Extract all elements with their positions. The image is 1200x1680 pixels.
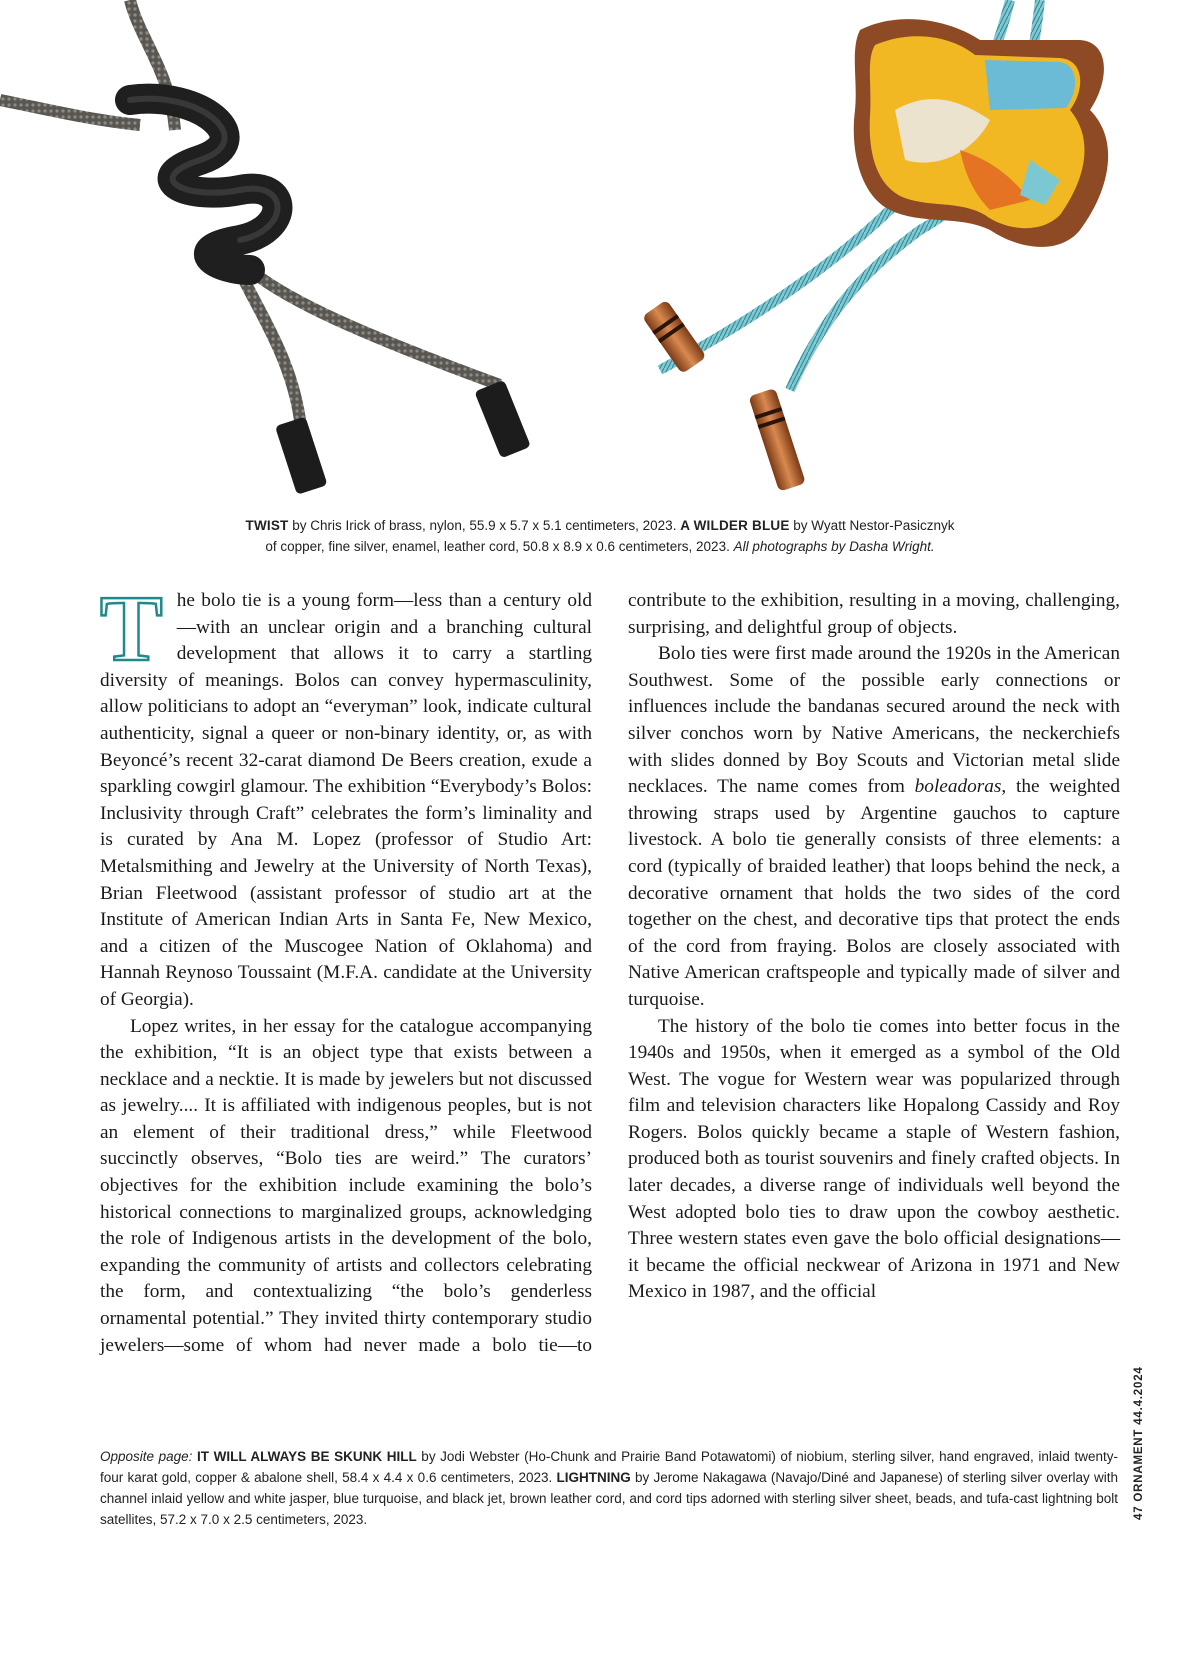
product-photograph: [0, 0, 1200, 510]
caption-text-skunk-hill: by Jodi Webster (Ho-Chunk and Prairie Band Potawatomi) of niobium, sterling silver, hand engraved, inlaid twenty-four karat gold, copper & abalone shell, 58.4 x 4.4 x 0.6 centimeters, 2023.: [100, 1449, 1118, 1485]
caption-title-lightning: LIGHTNING: [556, 1470, 631, 1485]
paragraph-3-text-a: Bolo ties were first made around the 1920s in the American Southwest. Some of the possible early connections or influences include the bandanas secured around the neck with silver conchos worn by Native Americans, the neckerchiefs with slides donned by Boy Scouts and Victorian metal slide necklaces. The name comes from: [628, 643, 1120, 798]
top-photo-caption: [0, 515, 1200, 557]
boleadoras-term: boleadoras: [914, 776, 1002, 798]
article-paragraph-2-continued: contribute to the exhibition, resulting in a moving, challenging, surprising, and delightful group of objects.: [628, 590, 1120, 638]
page-folio: [1133, 1366, 1155, 1680]
caption-text-materials: of copper, fine silver, enamel, leather cord, 50.8 x 8.9 x 0.6 centimeters, 2023.: [265, 539, 734, 554]
article-paragraph-1: [100, 577, 592, 1014]
article-paragraph-4: The history of the bolo tie comes into better focus in the 1940s and 1950s, when it emerged as a symbol of the Old West. The vogue for Western wear was popularized through film and television characters like Hopalong Cassidy and Roy Rogers. Bolos quickly became a staple of Western fashion, produced both as tourist souvenirs and finely crafted objects. In later decades, a diverse range of individuals well beyond the West adopted bolo ties to draw upon the cowboy aesthetic. Three western states even gave the bolo official designations—it became the official neckwear of Arizona in 1971 and New Mexico in 1987, and the official: [628, 1015, 1120, 1303]
caption-text-twist: by Chris Irick of brass, nylon, 55.9 x 5.7 x 5.1 centimeters, 2023.: [288, 518, 681, 533]
top-caption-line-2: [0, 536, 1200, 557]
folio-text: 47 ORNAMENT 44.4.2024: [1133, 1366, 1145, 1520]
caption-title-twist: TWIST: [245, 518, 289, 533]
drop-cap: T: [100, 577, 163, 681]
caption-title-wilder-blue: A WILDER BLUE: [680, 518, 790, 533]
paragraph-3-text-b: , the weighted throwing straps used by Argentine gauchos to capture livestock. A bolo tie generally consists of three elements: a cord (typically of braided leather) that loops behind the neck, a decorative ornament that holds the two sides of the cord together on the chest, and decorative tips that protect the ends of the cord from fraying. Bolos are closely associated with Native American craftspeople and typically made of silver and turquoise.: [628, 776, 1120, 1010]
twist-bolo: [0, 0, 531, 495]
caption-title-skunk-hill: IT WILL ALWAYS BE SKUNK HILL: [197, 1449, 417, 1464]
article-paragraph-3: [628, 641, 1120, 1013]
caption-lead: Opposite page:: [100, 1449, 197, 1464]
article-paragraph-2: Lopez writes, in her essay for the catalogue accompanying the exhibition, “It is an object type that exists between a necklace and a necktie. It is made by jewelers but not discussed as jewelry.... It is affiliated with indigenous peoples, but is not an element of their traditional dress,” while Fleetwood succinctly observes, “Bolo ties are weird.” The curators’ objectives for the exhibition include examining the bolo’s historical connections to marginalized groups, acknowledging the role of Indigenous artists in the development of the bolo, expanding the community of artists and collectors celebrating the form, and contextualizing “the bolo’s genderless ornamental potential.” They invited thirty contemporary studio jewelers—some of whom had never made a bolo tie—to: [100, 1015, 592, 1356]
opposite-page-caption: [100, 1446, 1118, 1530]
photo-credit: All photographs by Dasha Wright.: [733, 539, 935, 554]
bolo-ties-illustration: [0, 0, 1200, 510]
caption-text-lightning: by Jerome Nakagawa (Navajo/Diné and Japanese) of sterling silver overlay with channel inlaid yellow and white jasper, blue turquoise, and black jet, brown leather cord, and cord tips adorned with sterling silver sheet, beads, and tufa-cast lightning bolt satellites, 57.2 x 7.0 x 2.5 centimeters, 2023.: [100, 1470, 1118, 1527]
top-caption-line-1: [0, 515, 1200, 536]
paragraph-1-text: he bolo tie is a young form—less than a century old—with an unclear origin and a branching cultural development that allows it to carry a startling diversity of meanings. Bolos can convey hypermasculinity, allow politicians to adopt an “everyman” look, indicate cultural authenticity, signal a queer or non-binary identity, or, as with Beyoncé’s recent 32-carat diamond De Beers creation, exude a sparkling cowgirl glamour. The exhibition “Everybody’s Bolos: Inclusivity through Craft” celebrates the form’s liminality and is curated by Ana M. Lopez (professor of Studio Art: Metalsmithing and Jewelry at the University of North Texas), Brian Fleetwood (assistant professor of studio art at the Institute of American Indian Arts in Santa Fe, New Mexico, and a citizen of the Muscogee Nation of Oklahoma) and Hannah Reynoso Toussaint (M.F.A. candidate at the University of Georgia).: [100, 590, 592, 1010]
article-column-left: [100, 577, 592, 1359]
caption-text-wilder-blue: by Wyatt Nestor-Pasicznyk: [789, 518, 955, 533]
wilder-blue-bolo: [642, 0, 1108, 492]
article-column-right: [628, 588, 1120, 1306]
